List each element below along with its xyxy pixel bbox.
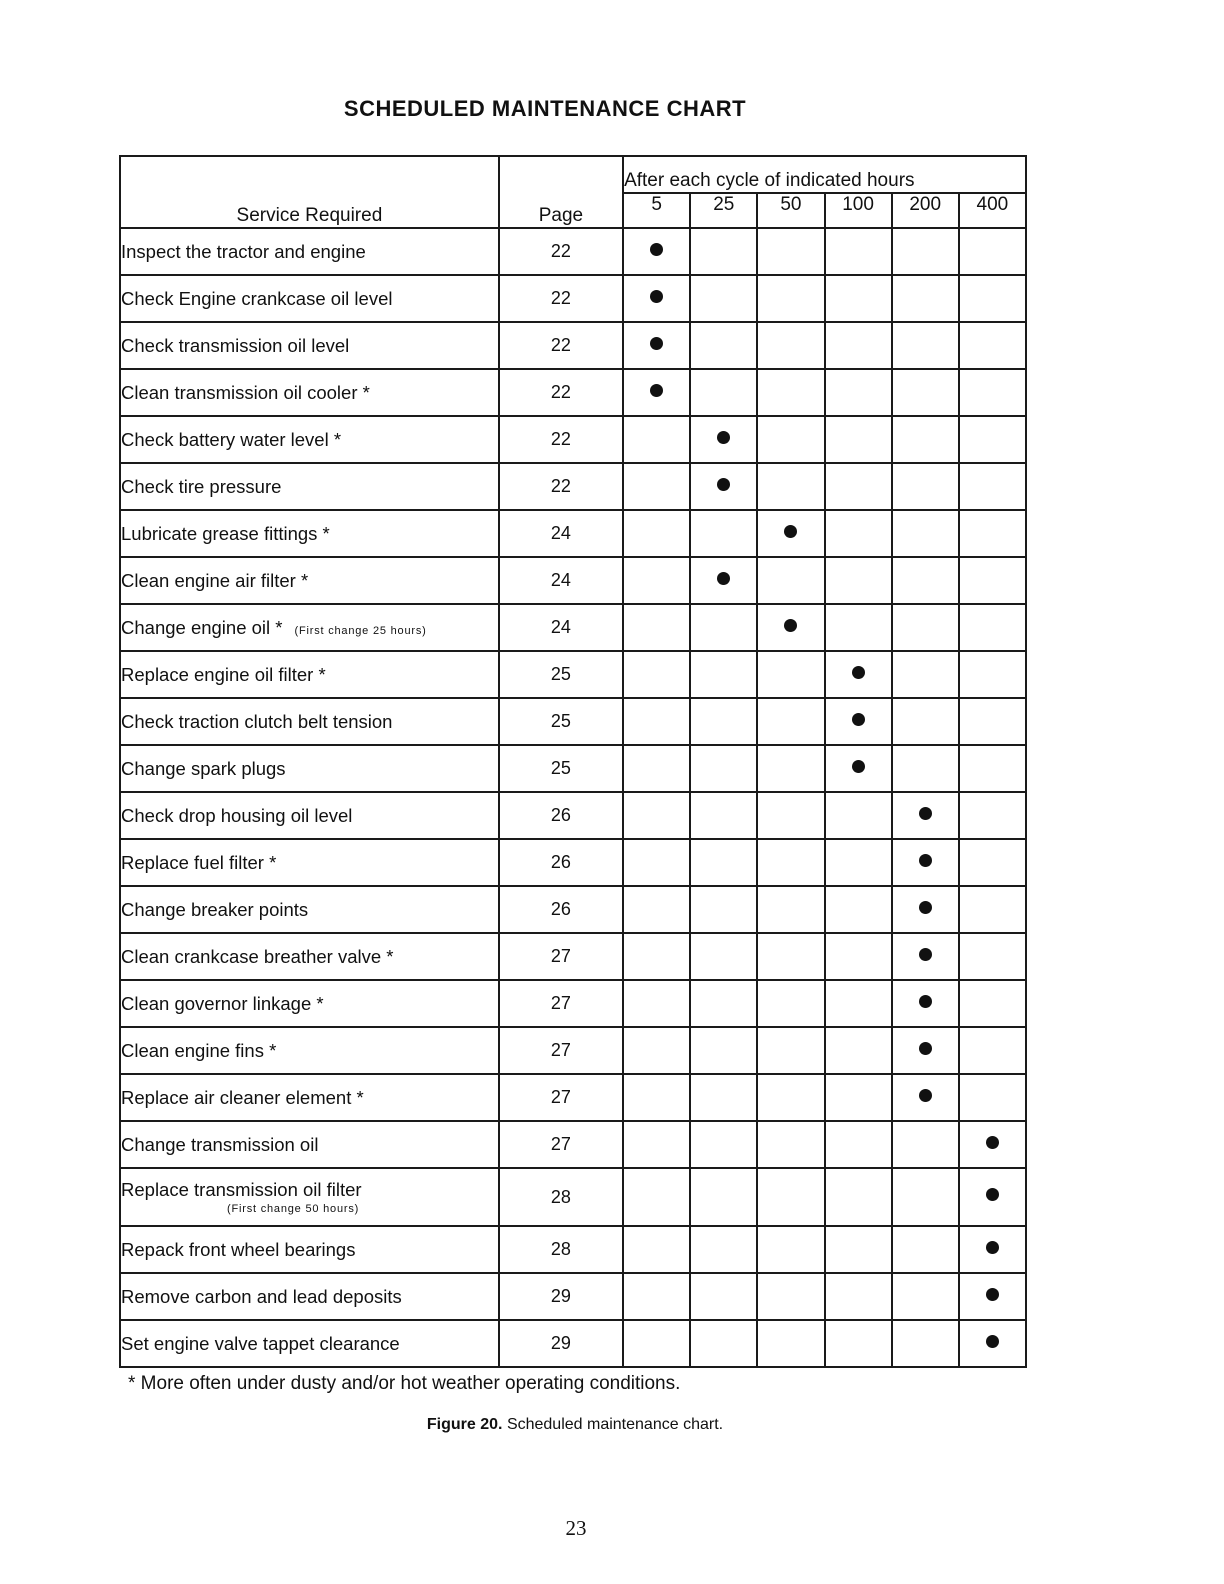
interval-cell: [825, 980, 892, 1027]
interval-cell: [959, 1074, 1026, 1121]
service-label: Check transmission oil level: [121, 334, 350, 356]
interval-cell: [690, 792, 757, 839]
footnote: * More often under dusty and/or hot weather operating conditions.: [128, 1373, 681, 1394]
table-row: [120, 1273, 1026, 1320]
interval-cell: [757, 886, 824, 933]
interval-cell: [690, 275, 757, 322]
interval-cell: [892, 651, 959, 698]
interval-cell: [623, 1074, 690, 1121]
service-label: Set engine valve tappet clearance: [121, 1332, 400, 1354]
service-cell: [120, 651, 499, 698]
interval-header: 25: [690, 193, 757, 228]
page-cell: 26: [499, 792, 623, 839]
interval-cell: [825, 1273, 892, 1320]
interval-cell: [623, 839, 690, 886]
interval-cell: [623, 510, 690, 557]
service-label: Check traction clutch belt tension: [121, 710, 393, 732]
interval-cell: [892, 369, 959, 416]
table-row: [120, 604, 1026, 651]
interval-cell: [690, 933, 757, 980]
page-cell: 27: [499, 1074, 623, 1121]
interval-cell: [825, 275, 892, 322]
interval-cell: [690, 416, 757, 463]
interval-cell: [959, 604, 1026, 651]
interval-cell: [623, 980, 690, 1027]
page-cell: 27: [499, 1027, 623, 1074]
interval-cell: [959, 275, 1026, 322]
service-cell: [120, 510, 499, 557]
bullet-icon: [717, 572, 730, 585]
interval-cell: [959, 1320, 1026, 1367]
interval-cell: [825, 1027, 892, 1074]
page-cell: 24: [499, 557, 623, 604]
interval-cell: [825, 886, 892, 933]
maintenance-table: [119, 155, 1027, 1368]
service-column-header: Service Required: [120, 156, 499, 228]
interval-cell: [757, 604, 824, 651]
interval-cell: [690, 1273, 757, 1320]
interval-cell: [892, 933, 959, 980]
interval-cell: [892, 1226, 959, 1273]
interval-cell: [690, 463, 757, 510]
service-label: Remove carbon and lead deposits: [121, 1285, 402, 1307]
interval-cell: [757, 792, 824, 839]
interval-cell: [959, 839, 1026, 886]
interval-cell: [825, 792, 892, 839]
interval-cell: [757, 1121, 824, 1168]
interval-cell: [892, 228, 959, 275]
service-label: Clean engine air filter *: [121, 569, 309, 591]
interval-cell: [825, 698, 892, 745]
table-row: [120, 228, 1026, 275]
page-cell: 24: [499, 510, 623, 557]
interval-cell: [892, 1074, 959, 1121]
interval-cell: [757, 1074, 824, 1121]
interval-cell: [892, 698, 959, 745]
bullet-icon: [717, 478, 730, 491]
interval-cell: [959, 886, 1026, 933]
interval-cell: [825, 1320, 892, 1367]
interval-cell: [757, 980, 824, 1027]
caption-label: Figure 20.: [426, 1416, 503, 1433]
interval-cell: [623, 792, 690, 839]
page-cell: 22: [499, 275, 623, 322]
interval-cell: [892, 745, 959, 792]
interval-cell: [892, 416, 959, 463]
interval-cell: [623, 698, 690, 745]
table-row: [120, 463, 1026, 510]
page-cell: 27: [499, 1121, 623, 1168]
interval-cell: [825, 510, 892, 557]
interval-cell: [825, 933, 892, 980]
interval-cell: [959, 698, 1026, 745]
service-label: Change spark plugs: [121, 757, 286, 779]
interval-cell: [959, 557, 1026, 604]
service-label: Clean transmission oil cooler *: [121, 381, 370, 403]
service-label: Clean engine fins *: [121, 1039, 277, 1061]
interval-cell: [825, 1074, 892, 1121]
interval-cell: [757, 228, 824, 275]
table-row: [120, 886, 1026, 933]
interval-cell: [690, 322, 757, 369]
page-cell: 24: [499, 604, 623, 651]
interval-cell: [757, 933, 824, 980]
service-cell: [120, 322, 499, 369]
interval-cell: [690, 510, 757, 557]
table-row: [120, 745, 1026, 792]
interval-cell: [623, 604, 690, 651]
service-cell: [120, 1168, 499, 1226]
service-cell: [120, 886, 499, 933]
interval-cell: [959, 1121, 1026, 1168]
interval-cell: [690, 1226, 757, 1273]
bullet-icon: [919, 1042, 932, 1055]
interval-cell: [892, 322, 959, 369]
interval-cell: [623, 933, 690, 980]
interval-cell: [892, 1168, 959, 1226]
interval-cell: [690, 1168, 757, 1226]
service-cell: [120, 369, 499, 416]
bullet-icon: [717, 431, 730, 444]
bullet-icon: [650, 243, 663, 256]
interval-cell: [623, 1168, 690, 1226]
bullet-icon: [852, 713, 865, 726]
table-row: [120, 698, 1026, 745]
service-cell: [120, 1273, 499, 1320]
bullet-icon: [919, 1089, 932, 1102]
table-row: [120, 322, 1026, 369]
figure-caption: [0, 1416, 1150, 1434]
bullet-icon: [986, 1241, 999, 1254]
interval-cell: [825, 1121, 892, 1168]
service-label: Replace transmission oil filter: [121, 1179, 362, 1200]
caption-text: Scheduled maintenance chart.: [506, 1416, 724, 1433]
interval-cell: [959, 1226, 1026, 1273]
interval-cell: [892, 510, 959, 557]
service-cell: [120, 1226, 499, 1273]
service-note: (First change 25 hours): [294, 624, 427, 637]
bullet-icon: [986, 1335, 999, 1348]
interval-cell: [825, 416, 892, 463]
interval-cell: [892, 463, 959, 510]
interval-cell: [825, 228, 892, 275]
page-cell: 22: [499, 463, 623, 510]
service-subnote: (First change 50 hours): [227, 1203, 360, 1215]
table-row: [120, 416, 1026, 463]
bullet-icon: [919, 854, 932, 867]
interval-cell: [757, 322, 824, 369]
page-number: 23: [565, 1516, 587, 1540]
page-cell: 22: [499, 369, 623, 416]
interval-cell: [757, 1320, 824, 1367]
service-label: Clean crankcase breather valve *: [121, 945, 394, 967]
interval-cell: [690, 557, 757, 604]
bullet-icon: [919, 901, 932, 914]
table-row: [120, 980, 1026, 1027]
interval-cell: [623, 275, 690, 322]
page-cell: 27: [499, 980, 623, 1027]
table-row: [120, 510, 1026, 557]
interval-cell: [690, 1320, 757, 1367]
interval-cell: [690, 980, 757, 1027]
interval-header: 200: [892, 193, 959, 228]
service-label: Change breaker points: [121, 898, 309, 920]
table-header: [120, 156, 1026, 228]
interval-cell: [623, 1226, 690, 1273]
interval-cell: [623, 1121, 690, 1168]
interval-cell: [892, 886, 959, 933]
interval-cell: [623, 651, 690, 698]
interval-header: 400: [959, 193, 1026, 228]
service-label: Change engine oil *: [121, 616, 283, 638]
table-body: [120, 228, 1026, 1367]
interval-cell: [892, 557, 959, 604]
interval-cell: [892, 1320, 959, 1367]
page-cell: 27: [499, 933, 623, 980]
interval-header: 5: [623, 193, 690, 228]
interval-cell: [690, 886, 757, 933]
interval-cell: [825, 369, 892, 416]
interval-cell: [690, 698, 757, 745]
bullet-icon: [650, 290, 663, 303]
interval-cell: [959, 1273, 1026, 1320]
table-row: [120, 1121, 1026, 1168]
interval-cell: [892, 792, 959, 839]
interval-super-header: After each cycle of indicated hours: [623, 156, 1026, 193]
interval-header: 50: [757, 193, 824, 228]
interval-cell: [690, 1074, 757, 1121]
service-label: Repack front wheel bearings: [121, 1238, 356, 1260]
service-cell: [120, 933, 499, 980]
table-row: [120, 1320, 1026, 1367]
interval-cell: [892, 275, 959, 322]
service-cell: [120, 1074, 499, 1121]
interval-cell: [757, 557, 824, 604]
interval-cell: [623, 369, 690, 416]
bullet-icon: [919, 948, 932, 961]
interval-cell: [825, 745, 892, 792]
table-row: [120, 1074, 1026, 1121]
bullet-icon: [650, 337, 663, 350]
table-row: [120, 369, 1026, 416]
interval-cell: [959, 416, 1026, 463]
interval-cell: [825, 1168, 892, 1226]
service-cell: [120, 275, 499, 322]
interval-cell: [623, 1320, 690, 1367]
service-label: Replace engine oil filter *: [121, 663, 326, 685]
table-row: [120, 1027, 1026, 1074]
page-cell: 28: [499, 1226, 623, 1273]
service-cell: [120, 604, 499, 651]
service-cell: [120, 463, 499, 510]
interval-cell: [892, 1027, 959, 1074]
service-cell: [120, 839, 499, 886]
page-cell: 22: [499, 416, 623, 463]
bullet-icon: [784, 619, 797, 632]
service-cell: [120, 557, 499, 604]
interval-cell: [825, 604, 892, 651]
page-cell: 28: [499, 1168, 623, 1226]
interval-cell: [825, 557, 892, 604]
interval-cell: [757, 839, 824, 886]
interval-cell: [959, 792, 1026, 839]
page-cell: 29: [499, 1273, 623, 1320]
interval-cell: [892, 604, 959, 651]
interval-cell: [623, 1273, 690, 1320]
service-cell: [120, 228, 499, 275]
interval-cell: [623, 228, 690, 275]
interval-cell: [959, 745, 1026, 792]
interval-cell: [690, 369, 757, 416]
bullet-icon: [852, 760, 865, 773]
interval-cell: [959, 1027, 1026, 1074]
service-label: Clean governor linkage *: [121, 992, 324, 1014]
page-column-header: Page: [499, 156, 623, 228]
bullet-icon: [919, 995, 932, 1008]
service-label: Check battery water level *: [121, 428, 342, 450]
table-row: [120, 839, 1026, 886]
service-cell: [120, 1121, 499, 1168]
service-label: Inspect the tractor and engine: [121, 240, 366, 262]
interval-cell: [690, 839, 757, 886]
interval-cell: [623, 416, 690, 463]
bullet-icon: [919, 807, 932, 820]
interval-cell: [825, 839, 892, 886]
table-row: [120, 651, 1026, 698]
interval-cell: [757, 369, 824, 416]
interval-cell: [623, 1027, 690, 1074]
service-label: Check drop housing oil level: [121, 804, 353, 826]
interval-cell: [690, 1027, 757, 1074]
service-label: Lubricate grease fittings *: [121, 522, 330, 544]
service-cell: [120, 1320, 499, 1367]
service-label: Replace air cleaner element *: [121, 1086, 364, 1108]
service-label: Check tire pressure: [121, 475, 282, 497]
interval-cell: [959, 1168, 1026, 1226]
service-cell: [120, 1027, 499, 1074]
interval-cell: [825, 322, 892, 369]
bullet-icon: [784, 525, 797, 538]
interval-cell: [959, 228, 1026, 275]
interval-cell: [959, 322, 1026, 369]
page-cell: 26: [499, 839, 623, 886]
interval-cell: [825, 651, 892, 698]
table-row: [120, 792, 1026, 839]
interval-cell: [690, 651, 757, 698]
bullet-icon: [852, 666, 865, 679]
service-cell: [120, 792, 499, 839]
interval-cell: [690, 1121, 757, 1168]
interval-cell: [892, 980, 959, 1027]
interval-cell: [959, 463, 1026, 510]
table-row: [120, 557, 1026, 604]
interval-cell: [690, 228, 757, 275]
interval-cell: [757, 1027, 824, 1074]
interval-cell: [825, 463, 892, 510]
table-row: [120, 1168, 1026, 1226]
interval-cell: [623, 886, 690, 933]
interval-cell: [757, 745, 824, 792]
interval-cell: [959, 980, 1026, 1027]
interval-cell: [757, 1226, 824, 1273]
service-label: Check Engine crankcase oil level: [121, 287, 393, 309]
interval-header: 100: [825, 193, 892, 228]
interval-cell: [757, 275, 824, 322]
interval-cell: [825, 1226, 892, 1273]
bullet-icon: [986, 1288, 999, 1301]
page-cell: 22: [499, 228, 623, 275]
service-label: Change transmission oil: [121, 1133, 319, 1155]
table-row: [120, 275, 1026, 322]
interval-cell: [623, 322, 690, 369]
interval-cell: [757, 698, 824, 745]
service-cell: [120, 698, 499, 745]
page-cell: 29: [499, 1320, 623, 1367]
interval-cell: [892, 839, 959, 886]
service-cell: [120, 416, 499, 463]
service-cell: [120, 745, 499, 792]
interval-cell: [623, 557, 690, 604]
interval-cell: [690, 604, 757, 651]
bullet-icon: [986, 1136, 999, 1149]
page-cell: 22: [499, 322, 623, 369]
bullet-icon: [650, 384, 663, 397]
interval-cell: [892, 1121, 959, 1168]
interval-cell: [892, 1273, 959, 1320]
interval-cell: [690, 745, 757, 792]
interval-cell: [757, 651, 824, 698]
table-row: [120, 1226, 1026, 1273]
interval-cell: [959, 369, 1026, 416]
interval-cell: [757, 510, 824, 557]
service-cell: [120, 980, 499, 1027]
page-cell: 25: [499, 698, 623, 745]
bullet-icon: [986, 1188, 999, 1201]
page-title: SCHEDULED MAINTENANCE CHART: [343, 96, 747, 121]
interval-cell: [959, 651, 1026, 698]
interval-cell: [757, 1168, 824, 1226]
table-row: [120, 933, 1026, 980]
interval-cell: [959, 933, 1026, 980]
interval-cell: [757, 416, 824, 463]
interval-cell: [757, 463, 824, 510]
interval-cell: [959, 510, 1026, 557]
interval-cell: [623, 463, 690, 510]
interval-cell: [757, 1273, 824, 1320]
service-label: Replace fuel filter *: [121, 851, 277, 873]
interval-cell: [623, 745, 690, 792]
page-cell: 25: [499, 745, 623, 792]
page-cell: 26: [499, 886, 623, 933]
page-cell: 25: [499, 651, 623, 698]
